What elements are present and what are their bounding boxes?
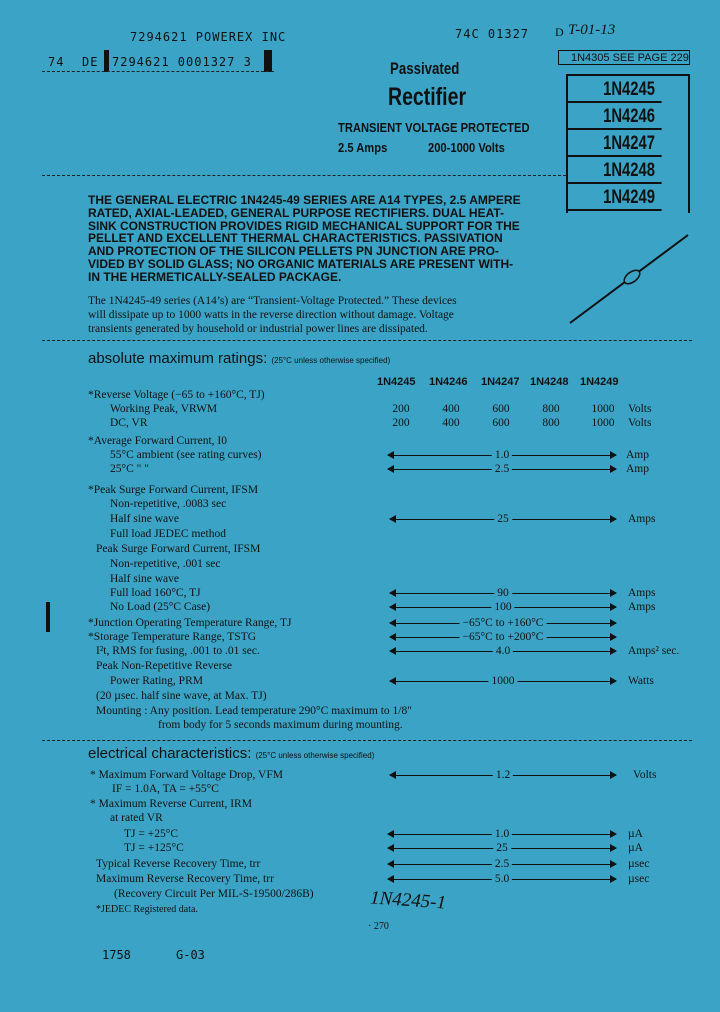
doc-code: 74C 01327 bbox=[455, 27, 530, 41]
row-half-sine: Half sine wave bbox=[110, 513, 179, 525]
wp-1n4246: 400 bbox=[442, 403, 460, 415]
arrow-storage-temp bbox=[390, 630, 616, 644]
row-full-load-160: Full load 160°C, TJ bbox=[110, 587, 201, 599]
row-tj125: TJ = +125°C bbox=[124, 842, 184, 854]
intro-text-line: transients generated by household or industrial power lines are dissipated. bbox=[88, 323, 428, 335]
row-peak-surge2: Peak Surge Forward Current, IFSM bbox=[96, 543, 261, 555]
handwritten-note: 1N4245-1 bbox=[369, 887, 447, 914]
row-typ-rr: Typical Reverse Recovery Time, trr bbox=[96, 858, 261, 870]
col-1n4247: 1N4247 bbox=[481, 376, 520, 388]
unit-amps-3: Amps bbox=[628, 601, 656, 613]
arrow-c25 bbox=[388, 462, 616, 476]
footer-left: 1758 bbox=[102, 948, 131, 962]
intro-text-line: will dissipate up to 1000 watts in the reverse direction without damage. Voltage bbox=[88, 309, 454, 321]
header-rule bbox=[42, 71, 274, 72]
arrow-power-rating bbox=[390, 674, 616, 688]
see-page-box: 1N4305 SEE PAGE 229 bbox=[558, 50, 690, 65]
d-mark: D bbox=[555, 25, 564, 39]
unit-ua-2: µA bbox=[628, 842, 643, 854]
row-mounting-1: Mounting : Any position. Lead temperature 290°C maximum to 1/8" bbox=[96, 705, 412, 717]
arrow-i2t bbox=[390, 644, 616, 658]
arrow-max-rr bbox=[388, 872, 616, 886]
row-peak-surge: *Peak Surge Forward Current, IFSM bbox=[88, 484, 259, 496]
intro-bold bbox=[88, 194, 558, 284]
dc-1n4249: 1000 bbox=[591, 417, 615, 429]
unit-usec-1: µsec bbox=[628, 858, 650, 870]
unit-amps-1: Amps bbox=[628, 513, 656, 525]
intro-bold-line: SINK CONSTRUCTION PROVIDES RIGID MECHANICAL SUPPORT FOR THE bbox=[88, 218, 520, 233]
amr-heading-note: (25°C unless otherwise specified) bbox=[271, 356, 391, 365]
part-1n4245: 1N4245 bbox=[568, 76, 662, 103]
val-tj125: 25 bbox=[493, 841, 511, 855]
part-1n4249: 1N4249 bbox=[568, 184, 662, 211]
bar-mark bbox=[104, 50, 109, 72]
title-rule bbox=[42, 175, 566, 176]
val-tj25: 1.0 bbox=[492, 827, 512, 841]
unit-volts-wp: Volts bbox=[628, 403, 652, 415]
intro-text-line: The 1N4245-49 series (A14’s) are “Transient-Voltage Protected.” These devices bbox=[88, 295, 457, 307]
val-typ-rr: 2.5 bbox=[492, 857, 512, 871]
row-half-sine2: Half sine wave bbox=[110, 573, 179, 585]
unit-amps-2: Amps bbox=[628, 587, 656, 599]
row-i2t: I²t, RMS for fusing, .001 to .01 sec. bbox=[96, 645, 260, 657]
part-1n4247: 1N4247 bbox=[568, 130, 662, 157]
row-if-cond: IF = 1.0A, TA = +55°C bbox=[112, 783, 219, 795]
row-working-peak: Working Peak, VRWM bbox=[110, 403, 218, 415]
row-recovery-circuit: (Recovery Circuit Per MIL-S-19500/286B) bbox=[114, 888, 314, 900]
unit-volts-dc: Volts bbox=[628, 417, 652, 429]
row-dc: DC, VR bbox=[110, 417, 148, 429]
diode-drawing bbox=[560, 225, 700, 335]
col-1n4248: 1N4248 bbox=[530, 376, 569, 388]
wp-1n4248: 800 bbox=[542, 403, 560, 415]
intro-text bbox=[88, 294, 558, 336]
intro-bold-line: IN THE HERMETICALLY-SEALED PACKAGE. bbox=[88, 269, 342, 284]
val-full-load-160: 90 bbox=[494, 586, 512, 600]
wp-1n4245: 200 bbox=[392, 403, 410, 415]
margin-mark bbox=[46, 602, 50, 632]
arrow-surge-0083 bbox=[390, 512, 616, 526]
amr-heading-text: absolute maximum ratings: bbox=[88, 350, 268, 367]
arrow-typ-rr bbox=[388, 857, 616, 871]
dc-1n4245: 200 bbox=[392, 417, 410, 429]
page-number: · 270 bbox=[368, 921, 389, 932]
val-max-rr: 5.0 bbox=[492, 872, 512, 886]
col-1n4249: 1N4249 bbox=[580, 376, 619, 388]
unit-amps2sec: Amps² sec. bbox=[628, 645, 680, 657]
intro-bold-line: THE GENERAL ELECTRIC 1N4245-49 SERIES ARE A14 TYPES, 2.5 AMPERE bbox=[88, 193, 521, 207]
ec-heading-note: (25°C unless otherwise specified) bbox=[255, 751, 375, 760]
row-full-load-jedec: Full load JEDEC method bbox=[110, 528, 226, 540]
val-storage-temp: −65°C to +200°C bbox=[460, 630, 547, 644]
intro-bold-line: VIDED BY SOLID GLASS; NO ORGANIC MATERIALS ARE PRESENT WITH- bbox=[88, 256, 514, 271]
row-max-fwd-drop: * Maximum Forward Voltage Drop, VFM bbox=[90, 769, 283, 781]
row-junction-temp: *Junction Operating Temperature Range, TJ bbox=[88, 617, 292, 629]
val-c25: 2.5 bbox=[492, 462, 512, 476]
bar-mark-right bbox=[264, 50, 272, 72]
dc-1n4247: 600 bbox=[492, 417, 510, 429]
wp-1n4249: 1000 bbox=[591, 403, 615, 415]
part-1n4246: 1N4246 bbox=[568, 103, 662, 130]
intro-bold-line: PELLET AND EXCELLENT THERMAL CHARACTERISTICS. PASSIVATION bbox=[88, 231, 503, 246]
row-mounting-2: from body for 5 seconds maximum during mounting. bbox=[158, 719, 403, 731]
row-at-rated: at rated VR bbox=[110, 812, 163, 824]
line2-c: 7294621 0001327 3 bbox=[112, 55, 252, 69]
footer-right: G-03 bbox=[176, 948, 205, 962]
intro-bold-line: RATED, AXIAL-LEADED, GENERAL PURPOSE RECTIFIERS. DUAL HEAT- bbox=[88, 205, 505, 220]
row-max-rev-current: * Maximum Reverse Current, IRM bbox=[90, 798, 252, 810]
ec-heading bbox=[88, 745, 374, 762]
line2-a: 74 bbox=[48, 55, 65, 69]
unit-amp-2: Amp bbox=[626, 463, 649, 475]
wp-1n4247: 600 bbox=[492, 403, 510, 415]
dc-1n4246: 400 bbox=[442, 417, 460, 429]
col-1n4245: 1N4245 bbox=[377, 376, 416, 388]
row-avg-fwd: *Average Forward Current, I0 bbox=[88, 435, 228, 447]
intro-bold-line: AND PROTECTION OF THE SILICON PELLETS PN JUNCTION ARE PRO- bbox=[88, 244, 499, 259]
row-power-rating: Power Rating, PRM bbox=[110, 675, 203, 687]
intro-rule bbox=[42, 340, 692, 341]
val-max-fwd-drop: 1.2 bbox=[493, 768, 513, 782]
unit-usec-2: µsec bbox=[628, 873, 650, 885]
unit-ua-1: µA bbox=[628, 828, 643, 840]
arrow-amb55 bbox=[388, 448, 616, 462]
row-max-rr: Maximum Reverse Recovery Time, trr bbox=[96, 873, 274, 885]
dc-1n4248: 800 bbox=[542, 417, 560, 429]
unit-amp-1: Amp bbox=[626, 449, 649, 461]
row-c25: 25°C " " bbox=[110, 463, 149, 475]
amr-heading bbox=[88, 350, 390, 367]
row-jedec-note: *JEDEC Registered data. bbox=[96, 904, 198, 915]
date-stamp: T-01-13 bbox=[568, 22, 616, 38]
val-junction-temp: −65°C to +160°C bbox=[460, 616, 547, 630]
ec-heading-text: electrical characteristics: bbox=[88, 745, 252, 762]
unit-volts-vfm: Volts bbox=[633, 769, 657, 781]
row-pulse-note: (20 µsec. half sine wave, at Max. TJ) bbox=[96, 690, 267, 702]
unit-watts: Watts bbox=[628, 675, 654, 687]
arrow-tj25 bbox=[388, 827, 616, 841]
part-1n4248: 1N4248 bbox=[568, 157, 662, 184]
val-amb55: 1.0 bbox=[492, 448, 512, 462]
subtitle-volts: 200-1000 Volts bbox=[428, 140, 505, 155]
row-amb55: 55°C ambient (see rating curves) bbox=[110, 449, 262, 461]
subtitle-amps: 2.5 Amps bbox=[338, 140, 388, 155]
row-nonrep-0083: Non-repetitive, .0083 sec bbox=[110, 498, 227, 510]
val-no-load: 100 bbox=[491, 600, 514, 614]
header-code-line: 7294621 POWEREX INC bbox=[130, 30, 287, 44]
row-nonrep-001: Non-repetitive, .001 sec bbox=[110, 558, 221, 570]
val-i2t: 4.0 bbox=[493, 644, 513, 658]
arrow-tj125 bbox=[388, 841, 616, 855]
arrow-no-load bbox=[390, 600, 616, 614]
val-surge-0083: 25 bbox=[494, 512, 512, 526]
amr-rule bbox=[42, 740, 692, 741]
title-rectifier: Rectifier bbox=[388, 83, 467, 111]
arrow-max-fwd-drop bbox=[390, 768, 616, 782]
part-number-box bbox=[566, 74, 690, 213]
title-passivated: Passivated bbox=[390, 59, 460, 78]
arrow-full-load-160 bbox=[390, 586, 616, 600]
row-peak-nonrep: Peak Non-Repetitive Reverse bbox=[96, 660, 233, 672]
line2-b: DE bbox=[82, 55, 99, 69]
row-tj25: TJ = +25°C bbox=[124, 828, 178, 840]
val-power-rating: 1000 bbox=[489, 674, 518, 688]
arrow-junction-temp bbox=[390, 616, 616, 630]
row-no-load: No Load (25°C Case) bbox=[110, 601, 211, 613]
col-1n4246: 1N4246 bbox=[429, 376, 468, 388]
subtitle-transient: TRANSIENT VOLTAGE PROTECTED bbox=[338, 120, 530, 135]
row-rev-voltage: *Reverse Voltage (−65 to +160°C, TJ) bbox=[88, 389, 265, 401]
row-storage-temp: *Storage Temperature Range, TSTG bbox=[88, 631, 257, 643]
